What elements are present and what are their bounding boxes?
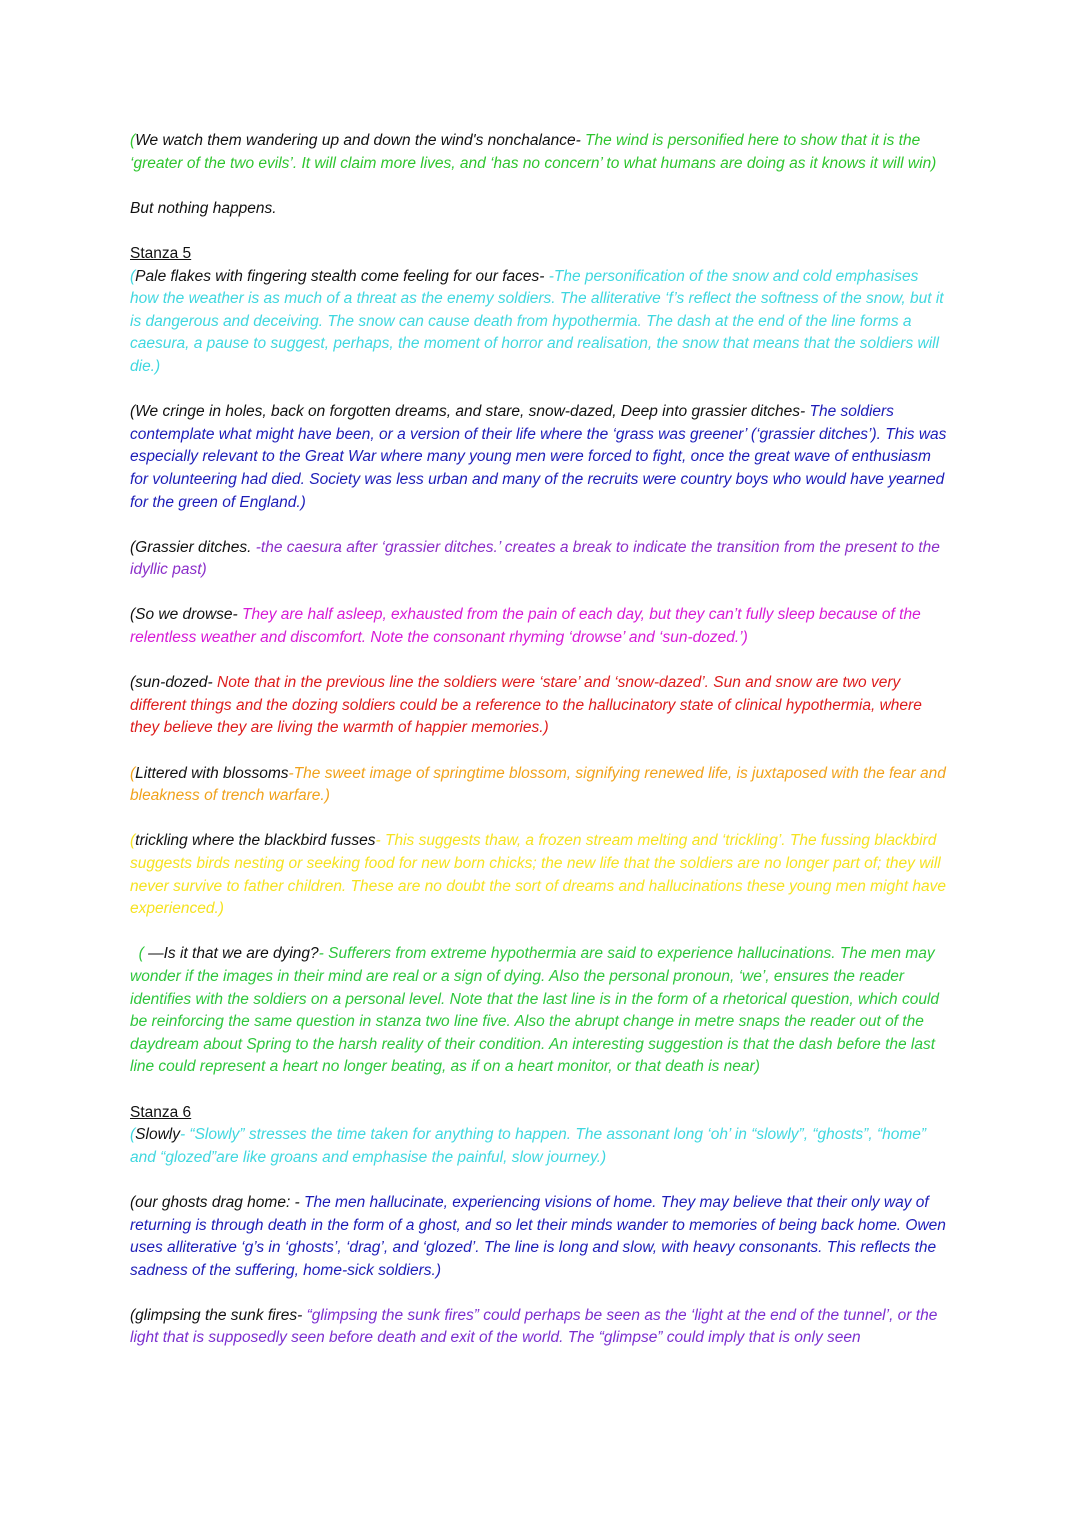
poem-quote: —Is it that we are dying? <box>143 945 319 963</box>
paragraph-sun-dozed <box>130 672 950 740</box>
paragraph-ghosts <box>130 1192 950 1282</box>
annotation-text: The soldiers contemplate what might have been, or a version of their life where the ‘grass was greener’ (‘grassier ditches’). This was especially relevant to the Great War where many young men were forced to fight, once the great wave of enthusiasm for volunteering had died. Society was less urban and many of the recruits were country boys who would have yearned for the green of England.) <box>130 403 947 511</box>
paragraph-sunk-fires <box>130 1305 950 1350</box>
annotation-text: They are half asleep, exhausted from the pain of each day, but they can’t fully sleep because of the relentless weather and discomfort. Note the consonant rhyming ‘drowse’ and ‘sun-dozed.’) <box>130 606 921 647</box>
open-paren: ( <box>130 1126 136 1144</box>
poem-quote: (our ghosts drag home: - <box>130 1193 300 1211</box>
open-paren: ( <box>130 832 136 850</box>
document-page <box>130 130 950 1373</box>
paragraph-blackbird <box>130 830 950 920</box>
annotation-text: -The sweet image of springtime blossom, signifying renewed life, is juxtaposed with the fear and bleakness of trench warfare.) <box>130 764 946 805</box>
poem-quote: (Grassier ditches. <box>130 538 252 556</box>
open-paren: ( <box>130 764 136 782</box>
stanza-heading: Stanza 5 <box>130 244 192 262</box>
poem-quote: (sun-dozed- <box>130 674 213 692</box>
poem-quote: (We cringe in holes, back on forgotten dreams, and stare, snow-dazed, Deep into grassier ditches- <box>130 403 806 421</box>
paragraph-we-cringe <box>130 401 950 514</box>
annotation-text: - This suggests thaw, a frozen stream melting and ‘trickling’. The fussing blackbird suggests birds nesting or seeking food for new born chicks; the new life that the soldiers are no longer part of; they will never survive to father children. These are no doubt the sort of dreams and hallucinations these young men might have experienced.) <box>130 832 946 918</box>
poem-quote: Littered with blossoms <box>135 764 289 782</box>
poem-quote: Slowly <box>135 1126 180 1144</box>
open-paren: ( <box>130 267 136 285</box>
annotation-text: - “Slowly” stresses the time taken for anything to happen. The assonant long ‘oh’ in “slowly”, “ghosts”, “home” and “glozed”are like groans and emphasise the painful, slow journey.) <box>130 1126 927 1166</box>
paragraph-dying <box>130 943 950 1079</box>
stanza-heading: Stanza 6 <box>130 1103 192 1121</box>
annotation-text: -The personification of the snow and cold emphasises how the weather is as much of a threat as the enemy soldiers. The alliterative ‘f’s reflect the softness of the snow, but it is dangerous and deceiving. The snow can cause death from hypothermia. The dash at the end of the line forms a caesura, a pause to suggest, perhaps, the moment of horror and realisation, the snow that means that the soldiers will die.) <box>130 267 944 375</box>
annotation-text: - Sufferers from extreme hypothermia are said to experience hallucinations. The men may wonder if the images in their mind are real or a sign of dying. Also the personal pronoun, ‘we’, ensures the reader identifies with the soldiers on a personal level. Note that the last line is in the form of a rhetorical question, which could be reinforcing the same question in stanza two line five. Also the abrupt change in metre snaps the reader out of the daydream about Spring to the harsh reality of their condition. An interesting suggestion is that the dash before the last line could represent a heart no longer beating, as if on a heart monitor, or that death is near) <box>130 945 940 1076</box>
paragraph-blossoms <box>130 763 950 808</box>
paragraph-slowly <box>130 1102 950 1170</box>
poem-quote: We watch them wandering up and down the wind's nonchalance- <box>135 132 581 149</box>
open-paren: ( <box>130 132 136 149</box>
annotation-text: -the caesura after ‘grassier ditches.’ creates a break to indicate the transition from the present to the idyllic past) <box>130 538 940 579</box>
poem-quote: (glimpsing the sunk fires- <box>130 1306 303 1324</box>
annotation-text: The wind is personified here to show that it is the ‘greater of the two evils’. It will claim more lives, and ‘has no concern’ to what humans are doing as it knows it will win) <box>130 132 937 172</box>
paragraph-grassier-ditches <box>130 537 950 582</box>
paragraph-pale-flakes <box>130 243 950 379</box>
poem-quote: But nothing happens. <box>130 199 277 217</box>
open-paren: ( <box>130 945 144 963</box>
annotation-text: The men hallucinate, experiencing visions of home. They may believe that their only way of returning is through death in the form of a ghost, and so let their minds wander to memories of being back home. Owen uses alliterative ‘g’s in ‘ghosts’, ‘drag’, and ‘glozed’. The line is long and slow, with heavy consonants. This reflects the sadness of the suffering, home-sick soldiers.) <box>130 1193 946 1279</box>
poem-quote: Pale flakes with fingering stealth come feeling for our faces- <box>135 267 545 285</box>
paragraph-so-we-drowse <box>130 604 950 649</box>
annotation-text: “glimpsing the sunk fires” could perhaps be seen as the ‘light at the end of the tunnel’, or the light that is supposedly seen before death and exit of the world. The “glimpse” could imply that is only seen <box>130 1306 938 1347</box>
paragraph-nothing-happens <box>130 198 950 221</box>
poem-quote: (So we drowse- <box>130 606 238 624</box>
annotation-text: Note that in the previous line the soldiers were ‘stare’ and ‘snow-dazed’. Sun and snow are two very different things and the dozing soldiers could be a reference to the hallucinatory state of clinical hypothermia, where they believe they are living the warmth of happier memories.) <box>130 674 922 737</box>
paragraph-wind <box>130 130 950 175</box>
poem-quote: trickling where the blackbird fusses <box>135 832 376 850</box>
